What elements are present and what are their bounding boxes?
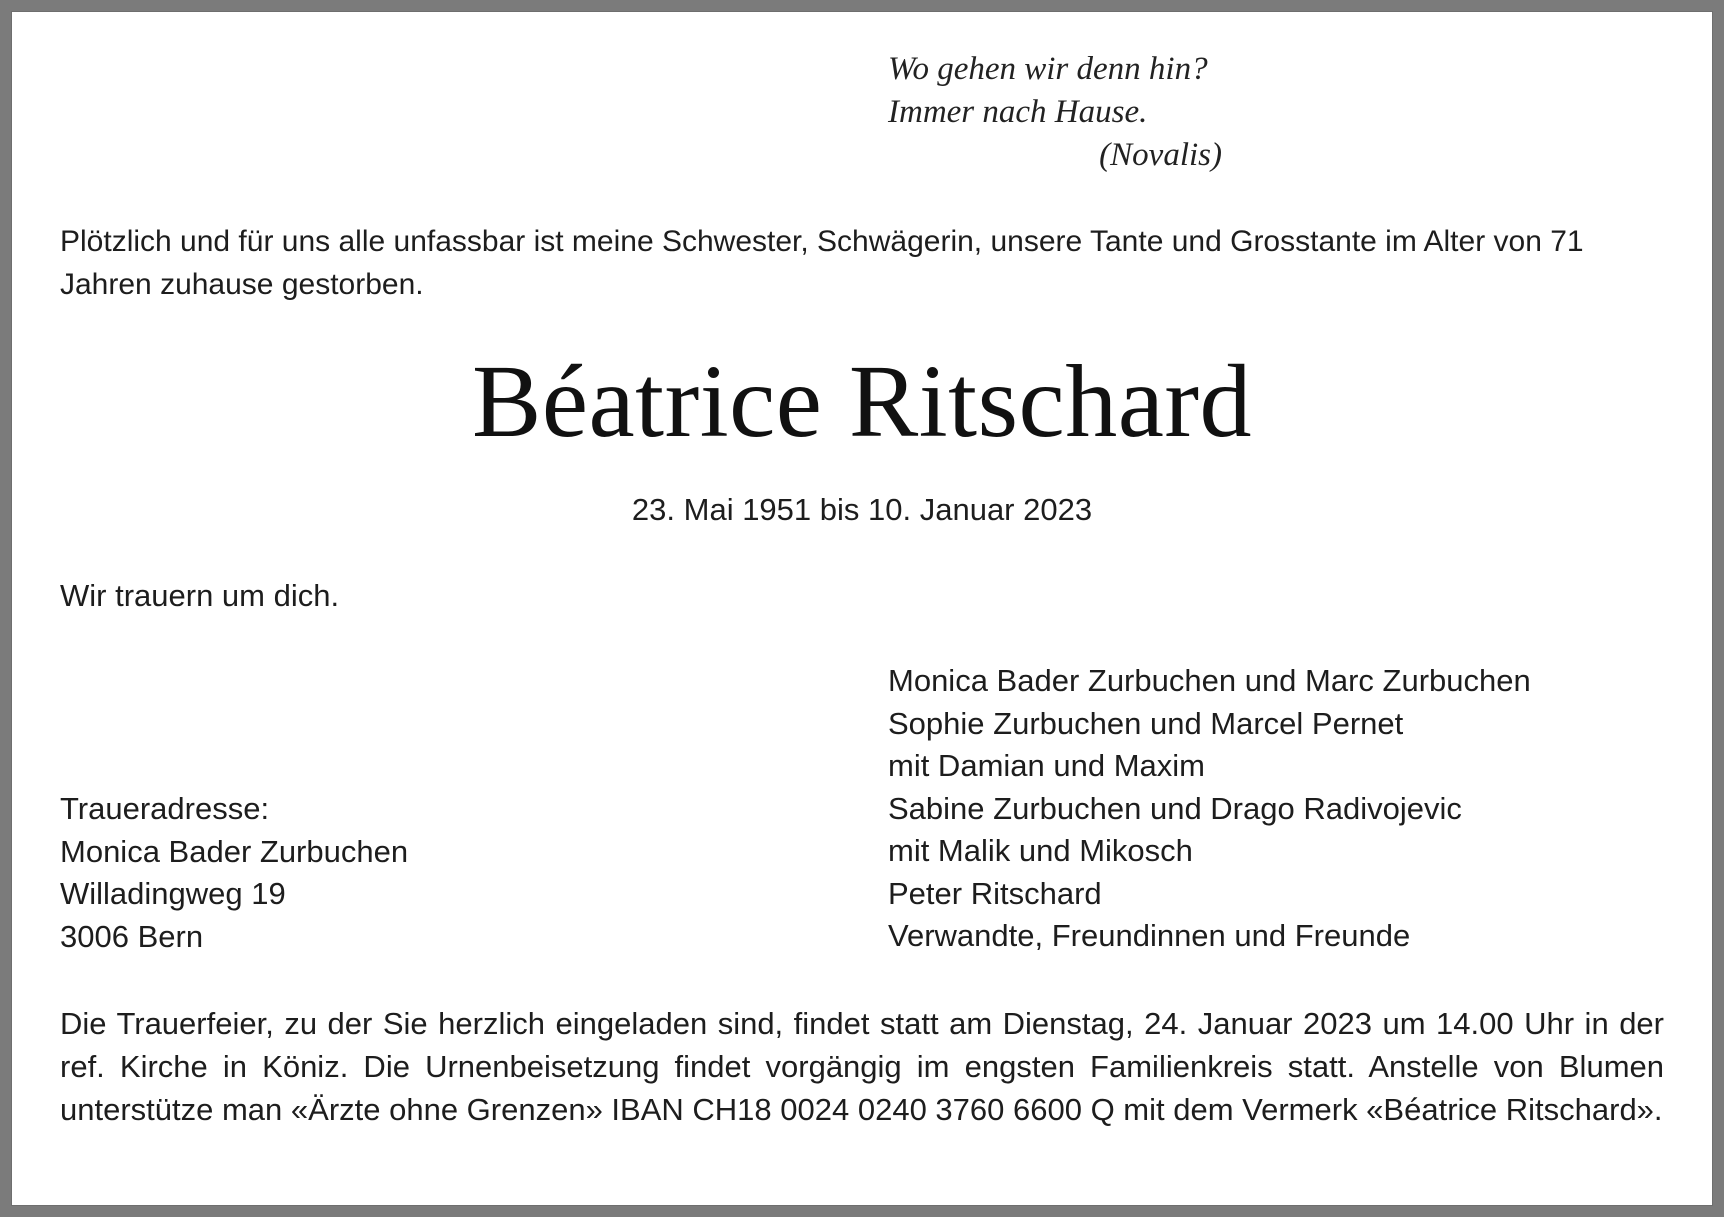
- family-member: Sophie Zurbuchen und Marcel Pernet: [888, 705, 1404, 741]
- family-member: Sabine Zurbuchen und Drago Radivojevic: [888, 790, 1462, 826]
- family-member: Monica Bader Zurbuchen und Marc Zurbuchen: [888, 663, 1531, 698]
- family-member: Peter Ritschard: [888, 875, 1102, 911]
- address-label: Traueradresse:: [60, 791, 270, 826]
- funeral-notice: Die Trauerfeier, zu der Sie herzlich eingeladen sind, findet statt am Dienstag, 24. Januar 2023 um 14.00 Uhr in der ref. Kirche in Köniz. Die Urnenbeisetzung findet vorgängig im engsten Familienkreis statt. Anstelle von Blumen unterstütze man «Ärzte ohne Grenzen» IBAN CH18 0024 0240 3760 6600 Q mit dem Vermerk «Béatrice Ritschard».: [60, 1006, 1664, 1127]
- motto-line: Wo gehen wir denn hin?: [888, 51, 1208, 87]
- mourning-address: [60, 788, 408, 958]
- address-name: Monica Bader Zurbuchen: [60, 833, 409, 869]
- deceased-name: Béatrice Ritschard: [471, 344, 1252, 459]
- family-member: mit Damian und Maxim: [888, 748, 1205, 783]
- address-city: 3006 Bern: [60, 918, 204, 954]
- family-member: mit Malik und Mikosch: [888, 833, 1193, 868]
- motto-line: Immer nach Hause.: [888, 94, 1148, 130]
- family-list: [888, 660, 1531, 958]
- mourning-line: Wir trauern um dich.: [60, 578, 340, 613]
- address-street: Willadingweg 19: [60, 876, 286, 911]
- obituary-card: [12, 12, 1712, 1205]
- family-member: Verwandte, Freundinnen und Freunde: [888, 918, 1411, 953]
- motto-author: (Novalis): [1099, 137, 1222, 173]
- intro-text: Plötzlich und für uns alle unfassbar ist meine Schwester, Schwägerin, unsere Tante und Grosstante im Alter von 71 Jahren zuhause gestorben.: [60, 225, 1584, 301]
- motto-quote: [888, 48, 1228, 177]
- page-background: [0, 0, 12, 1217]
- life-dates: 23. Mai 1951 bis 10. Januar 2023: [631, 492, 1093, 527]
